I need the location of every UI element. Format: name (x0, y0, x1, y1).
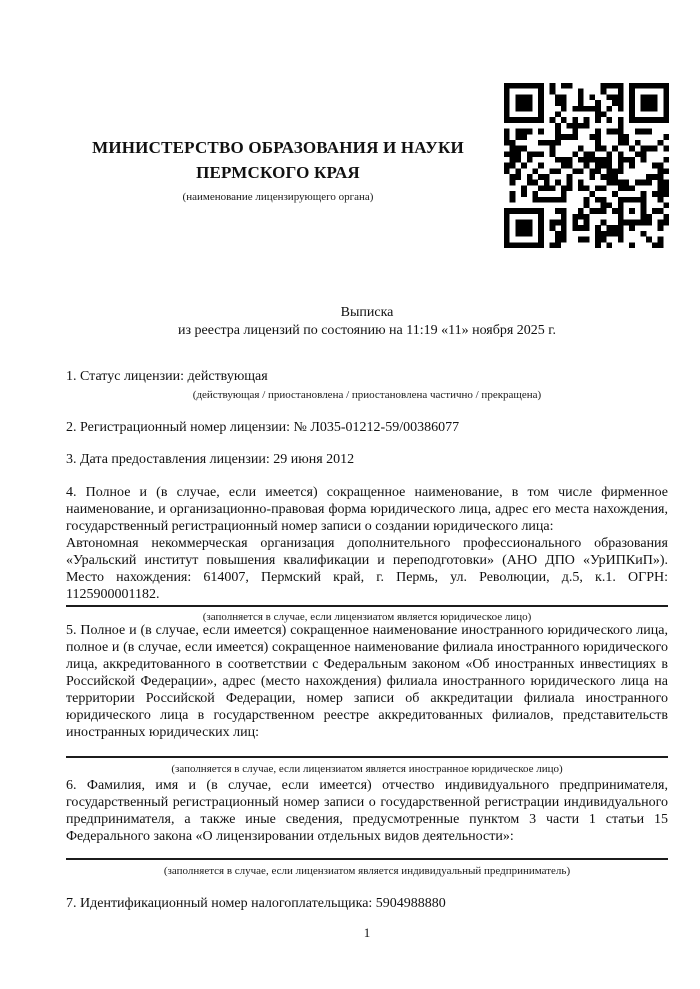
foreign-entity-fill-line (66, 756, 668, 758)
qr-code (504, 83, 669, 248)
extract-subtitle: из реестра лицензий по состоянию на 11:19 «11» ноября 2025 г. (178, 322, 556, 338)
taxpayer-number-text: 7. Идентификационный номер налогоплательщика: 5904988880 (66, 896, 446, 911)
extract-title: Выписка (340, 305, 394, 320)
item-3-grant-date (66, 451, 668, 468)
individual-entrepreneur-text: 6. Фамилия, имя и (в случае, если имеется) отчество индивидуального предпринимателя, государственный регистрационный номер записи о государственной регистрации индивидуального предпринимателя, а также иные сведения, предусмотренные пунктом 3 части 1 статьи 15 Федерального закона «О лицензировании отдельных видов деятельности»: (66, 778, 668, 844)
item-1-license-status (66, 368, 668, 402)
item-2-registration-number (66, 419, 668, 436)
foreign-entity-note: (заполняется в случае, если лицензиатом является иностранное юридическое лицо) (171, 763, 563, 775)
individual-entrepreneur-fill-line (66, 858, 668, 860)
legal-entity-value: Автономная некоммерческая организация дополнительного профессионального образования «Уральский институт повышения квалификации и переподготовки» (АНО ДПО «УрИПКиП»). Место нахождения: 614007, Пермский край, г. Пермь, ул. Революции, д.5, к.1. ОГРН: 1125900001182. (66, 536, 668, 602)
ministry-title-line2: ПЕРМСКОГО КРАЯ (196, 163, 360, 182)
foreign-entity-text: 5. Полное и (в случае, если имеется) сокращенное наименование иностранного юридического лица, полное и (в случае, если имеется) сокращенное наименование филиала иностранного юридического лица, аккредитованного в соответствии с Федеральным законом «Об иностранных инвестициях в Российской Федерации», адрес (место нахождения) филиала иностранного юридического лица на территории Российской Федерации, номер записи об аккредитации филиала иностранного юридического лица в государственном реестре аккредитованных филиалов, представительств иностранных юридических лиц: (66, 623, 668, 740)
item-6-individual-entrepreneur (66, 777, 668, 878)
page-number: 1 (363, 925, 371, 940)
qr-code-image (504, 83, 669, 248)
item-4-legal-entity (66, 484, 668, 624)
grant-date-text: 3. Дата предоставления лицензии: 29 июня 2012 (66, 452, 355, 467)
legal-entity-fill-line (66, 605, 668, 607)
item-5-foreign-entity (66, 622, 668, 776)
legal-entity-note: (заполняется в случае, если лицензиатом является юридическое лицо) (202, 611, 532, 623)
legal-entity-text: 4. Полное и (в случае, если имеется) сокращенное наименование, в том числе фирменное наименование, и организационно-правовая форма юридического лица, адрес его места нахождения, государственный регистрационный номер записи о создании юридического лица: (66, 485, 668, 534)
individual-entrepreneur-note: (заполняется в случае, если лицензиатом является индивидуальный предприниматель) (163, 865, 571, 877)
license-status-text: 1. Статус лицензии: действующая (66, 369, 268, 384)
ministry-title-line1: МИНИСТЕРСТВО ОБРАЗОВАНИЯ И НАУКИ (92, 138, 464, 157)
ministry-title-note: (наименование лицензирующего органа) (182, 191, 374, 203)
ministry-header (66, 135, 490, 204)
extract-title-block (66, 304, 668, 339)
license-status-options-note: (действующая / приостановлена / приостановлена частично / прекращена) (192, 389, 542, 401)
registration-number-text: 2. Регистрационный номер лицензии: № Л035-01212-59/00386077 (66, 420, 460, 435)
item-7-taxpayer-number (66, 895, 668, 912)
